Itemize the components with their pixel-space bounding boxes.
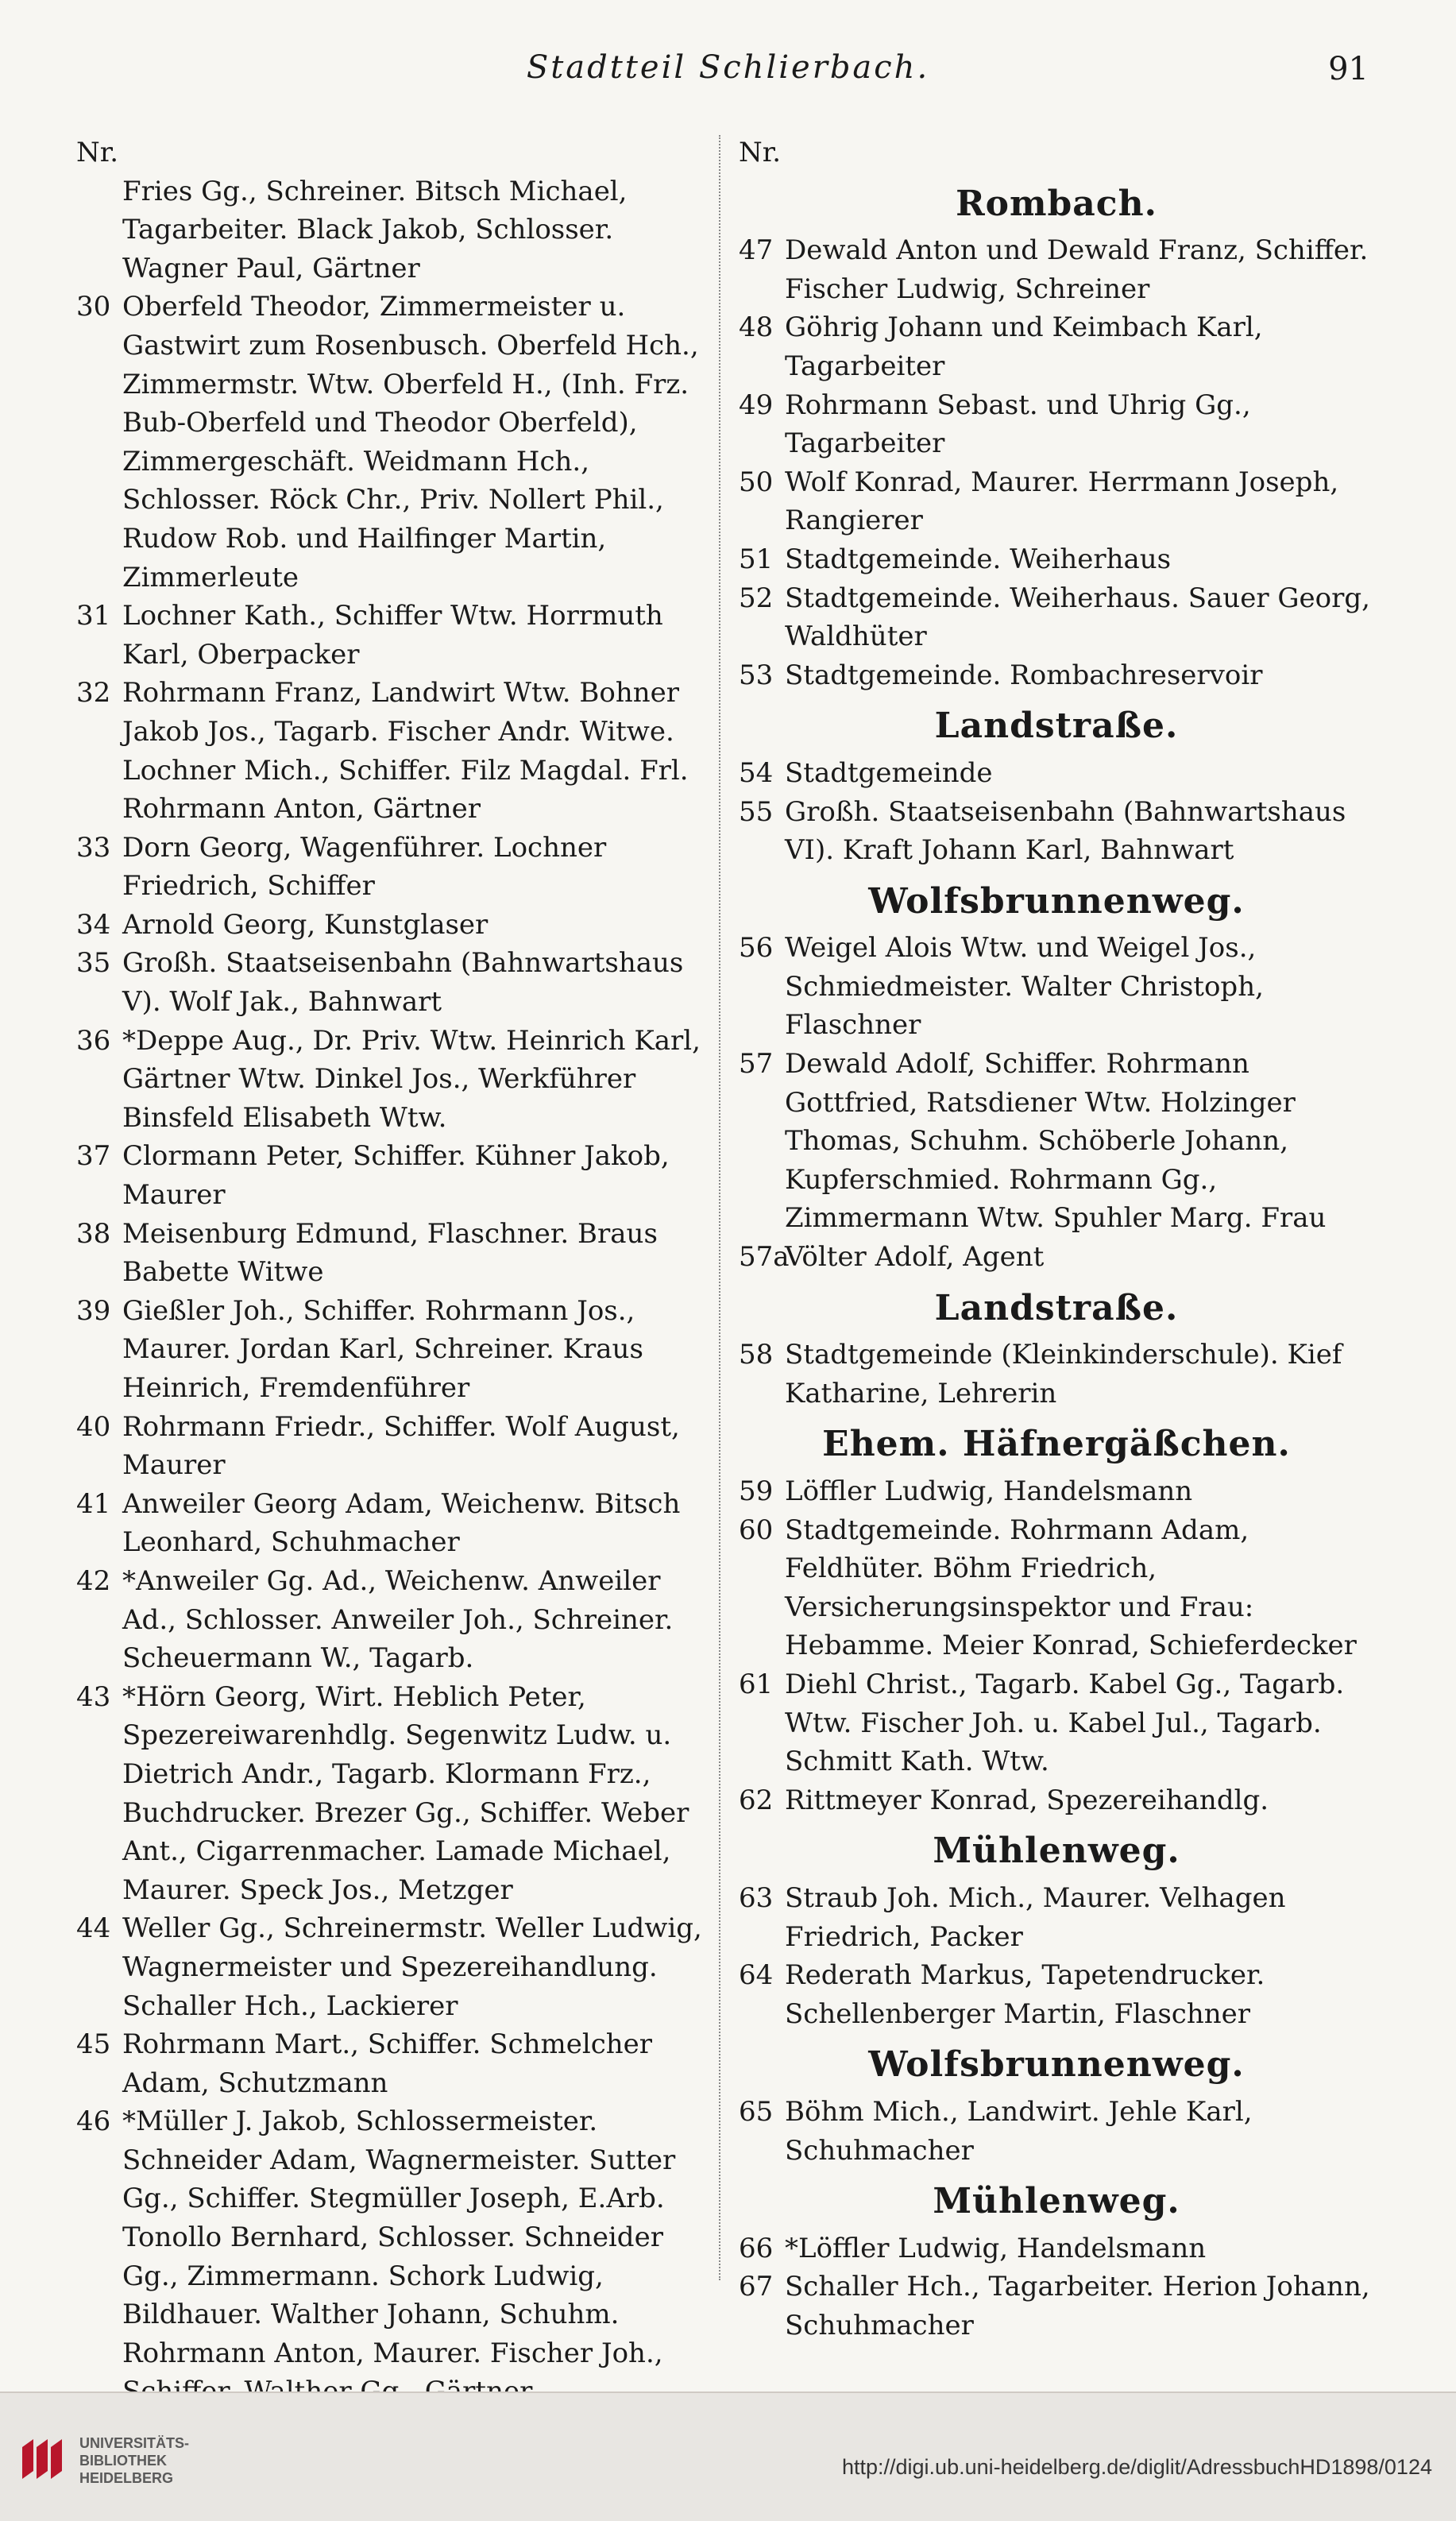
entry-text: Dewald Adolf, Schiffer. Rohrmann Gottfried, Ratsdiener Wtw. Holzinger Thomas, Schuhm. Schöberle Johann, Kupferschmied. Rohrmann Gg., Zimmermann Wtw. Spuhler Marg. Frau (785, 1048, 1327, 1235)
house-number: 61 (739, 1668, 774, 1700)
column-divider (719, 135, 722, 2280)
directory-entry (739, 656, 1374, 695)
street-heading: Landstraße. (934, 706, 1179, 747)
directory-entry (76, 1678, 712, 1910)
entry-text: Dewald Anton und Dewald Franz, Schiffer. Fischer Ludwig, Schreiner (785, 234, 1369, 305)
directory-entry (76, 172, 712, 288)
entry-text: *Anweiler Gg. Ad., Weichenw. Anweiler Ad., Schlosser. Anweiler Joh., Schreiner. Scheuermann W., Tagarb. (122, 1564, 674, 1675)
entry-text: Straub Joh. Mich., Maurer. Velhagen Friedrich, Packer (785, 1881, 1286, 1953)
house-number: 48 (739, 311, 774, 344)
house-number: 47 (739, 234, 774, 267)
library-name-line: UNIVERSITÄTS- (79, 2435, 190, 2451)
university-library-logo-icon (17, 2434, 67, 2484)
directory-entry (76, 1909, 712, 2025)
house-number: 34 (76, 908, 111, 941)
entry-text: Stadtgemeinde (785, 756, 993, 789)
entry-text: Stadtgemeinde. Rombachreservoir (785, 659, 1263, 691)
directory-entry (739, 579, 1374, 656)
directory-entry (739, 929, 1374, 1045)
directory-entry (739, 2268, 1374, 2345)
house-number: 38 (76, 1217, 111, 1250)
directory-entry (739, 1879, 1374, 1956)
house-number: 53 (739, 659, 774, 691)
entry-text: Diehl Christ., Tagarb. Kabel Gg., Tagarb. Wtw. Fischer Joh. u. Kabel Jul., Tagarb. Schmitt Kath. Wtw. (785, 1668, 1345, 1778)
entry-text: Großh. Staatseisenbahn (Bahnwartshaus V). Wolf Jak., Bahnwart (122, 947, 684, 1019)
entry-text: Oberfeld Theodor, Zimmermeister u. Gastwirt zum Rosenbusch. Oberfeld Hch., Zimmermstr. Wtw. Oberfeld H., (Inh. Frz. Bub-Oberfeld und Theodor Oberfeld), Zimmergeschäft. Weidmann Hch., Schlosser. Röck Chr., Priv. Nollert Phil., Rudow Rob. und Hailfinger Martin, Zimmerleute (122, 291, 699, 594)
directory-entry (739, 1472, 1374, 1511)
directory-entry (739, 308, 1374, 385)
street-section (739, 185, 1374, 695)
entry-text: Völter Adolf, Agent (785, 1241, 1045, 1274)
library-name-line: BIBLIOTHEK (79, 2453, 167, 2469)
house-number: 51 (739, 543, 774, 575)
directory-entry (739, 1336, 1374, 1413)
entry-text: *Hörn Georg, Wirt. Heblich Peter, Spezereiwarenhdlg. Segenwitz Ludw. u. Dietrich Andr., Tagarb. Klormann Frz., Buchdrucker. Brezer Gg., Schiffer. Weber Ant., Cigarrenmacher. Lamade Michael, Maurer. Speck Jos., Metzger (122, 1680, 689, 1906)
house-number: 43 (76, 1680, 111, 1713)
entry-text: *Löffler Ludwig, Handelsmann (785, 2232, 1207, 2264)
house-number: 37 (76, 1140, 111, 1173)
entry-text: Rohrmann Friedr., Schiffer. Wolf August, Maurer (122, 1410, 680, 1482)
directory-entry (739, 463, 1374, 540)
entry-text: Lochner Kath., Schiffer Wtw. Horrmuth Karl, Oberpacker (122, 600, 663, 671)
street-heading: Mühlenweg. (933, 1831, 1180, 1872)
entry-text: Stadtgemeinde. Weiherhaus. Sauer Georg, Waldhüter (785, 582, 1370, 653)
directory-entry (76, 1292, 712, 1408)
house-number: 35 (76, 947, 111, 980)
entry-text: Göhrig Johann und Keimbach Karl, Tagarbeiter (785, 311, 1263, 382)
nr-label: Nr. (739, 137, 782, 168)
entry-text: Rederath Markus, Tapetendrucker. Schellenberger Martin, Flaschner (785, 1959, 1265, 2030)
entry-text: Rohrmann Franz, Landwirt Wtw. Bohner Jakob Jos., Tagarb. Fischer Andr. Witwe. Lochner Mich., Schiffer. Filz Magdal. Frl. Rohrmann Anton, Gärtner (122, 677, 689, 826)
entry-text: Weigel Alois Wtw. und Weigel Jos., Schmiedmeister. Walter Christoph, Flaschner (785, 932, 1264, 1042)
directory-entry (76, 2102, 712, 2411)
house-number: 36 (76, 1024, 111, 1057)
directory-entry (739, 1238, 1374, 1277)
house-number: 56 (739, 932, 774, 965)
directory-entry (739, 1665, 1374, 1781)
directory-entry (739, 1781, 1374, 1820)
entry-text: Clormann Peter, Schiffer. Kühner Jakob, Maurer (122, 1140, 670, 1212)
directory-entry (76, 674, 712, 828)
house-number: 33 (76, 831, 111, 864)
house-number: 32 (76, 677, 111, 710)
directory-entry (76, 1215, 712, 1292)
house-number: 57 (739, 1048, 774, 1081)
entry-text: Dorn Georg, Wagenführer. Lochner Friedrich, Schiffer (122, 831, 607, 903)
library-name (79, 2434, 189, 2487)
house-number: 54 (739, 756, 774, 789)
entry-text: Arnold Georg, Kunstglaser (122, 908, 489, 941)
house-number: 42 (76, 1564, 111, 1597)
directory-entry (76, 944, 712, 1021)
entry-text: *Deppe Aug., Dr. Priv. Wtw. Heinrich Karl, Gärtner Wtw. Dinkel Jos., Werkführer Binsfeld Elisabeth Wtw. (122, 1024, 701, 1134)
page-title: Stadtteil Schlierbach. (526, 49, 930, 86)
entry-text: Gießler Joh., Schiffer. Rohrmann Jos., Maurer. Jordan Karl, Schreiner. Kraus Heinrich, Fremdenführer (122, 1294, 643, 1404)
house-number: 30 (76, 291, 111, 323)
house-number: 60 (739, 1514, 774, 1546)
entry-text: Großh. Staatseisenbahn (Bahnwartshaus VI). Kraft Johann Karl, Bahnwart (785, 795, 1346, 867)
directory-entry (739, 1956, 1374, 2033)
left-entries (76, 172, 712, 2411)
entry-text: Böhm Mich., Landwirt. Jehle Karl, Schuhmacher (785, 2095, 1253, 2167)
directory-entry (76, 1137, 712, 1214)
left-column (76, 133, 712, 2411)
street-section (739, 2183, 1374, 2345)
entry-text: Weller Gg., Schreinermstr. Weller Ludwig, Wagnermeister und Spezereihandlung. Schaller Hch., Lackierer (122, 1912, 702, 2022)
house-number: 59 (739, 1475, 774, 1507)
house-number: 39 (76, 1294, 111, 1327)
street-heading: Wolfsbrunnenweg. (868, 880, 1245, 922)
house-number: 50 (739, 466, 774, 498)
source-url-link[interactable]: http://digi.ub.uni-heidelberg.de/diglit/AdressbuchHD1898/0124 (841, 2455, 1432, 2479)
directory-entry (739, 540, 1374, 579)
directory-entry (76, 1562, 712, 1678)
house-number: 44 (76, 1912, 111, 1945)
house-number: 31 (76, 600, 111, 632)
directory-entry (739, 1511, 1374, 1665)
page-number: 91 (1328, 51, 1369, 87)
street-heading: Wolfsbrunnenweg. (868, 2044, 1245, 2086)
directory-entry (76, 2025, 712, 2102)
street-heading: Ehem. Häfnergäßchen. (822, 1424, 1291, 1465)
nr-label: Nr. (76, 137, 119, 168)
house-number: 66 (739, 2232, 774, 2264)
directory-entry (739, 2229, 1374, 2268)
directory-entry (76, 829, 712, 906)
directory-entry (76, 597, 712, 674)
entry-text: Stadtgemeinde (Kleinkinderschule). Kief Katharine, Lehrerin (785, 1339, 1342, 1409)
right-sections (739, 185, 1374, 2345)
entry-text: Rittmeyer Konrad, Spezereihandlg. (785, 1784, 1269, 1816)
house-number: 64 (739, 1959, 774, 1992)
entry-text: Wolf Konrad, Maurer. Herrmann Joseph, Rangierer (785, 466, 1339, 537)
street-heading: Rombach. (956, 183, 1157, 224)
library-name-line: HEIDELBERG (79, 2470, 174, 2486)
entry-text: *Müller J. Jakob, Schlossermeister. Schneider Adam, Wagnermeister. Sutter Gg., Schiffer. Stegmüller Joseph, E.Arb. Tonollo Bernhard, Schlosser. Schneider Gg., Zimmermann. Schork Ludwig, Bildhauer. Walther Johann, Schuhm. Rohrmann Anton, Maurer. Fischer Joh., (122, 2105, 676, 2369)
street-section (739, 1289, 1374, 1413)
entry-text: Anweiler Georg Adam, Weichenw. Bitsch Leonhard, Schuhmacher (122, 1487, 681, 1559)
house-number: 41 (76, 1487, 111, 1520)
entry-text: Rohrmann Mart., Schiffer. Schmelcher Adam, Schutzmann (122, 2028, 653, 2099)
directory-entry (76, 906, 712, 945)
house-number: 45 (76, 2028, 111, 2061)
directory-entry (76, 288, 712, 597)
directory-entry (76, 1022, 712, 1138)
house-number: 65 (739, 2095, 774, 2128)
house-number: 62 (739, 1784, 774, 1816)
house-number: 63 (739, 1881, 774, 1914)
entry-text: Schaller Hch., Tagarbeiter. Herion Johann, Schuhmacher (785, 2271, 1370, 2341)
directory-entry (739, 1045, 1374, 1238)
street-heading: Landstraße. (934, 1287, 1179, 1328)
directory-entry (739, 231, 1374, 308)
street-section (739, 1425, 1374, 1819)
street-section (739, 2046, 1374, 2170)
street-section (739, 880, 1374, 1277)
right-column (739, 133, 1374, 2345)
street-heading: Mühlenweg. (933, 2181, 1180, 2222)
house-number: 52 (739, 582, 774, 614)
footer (0, 2391, 1456, 2521)
street-section (739, 1832, 1374, 2033)
entry-text: Stadtgemeinde. Rohrmann Adam, Feldhüter. Böhm Friedrich, Versicherungsinspektor und Frau: Hebamme. Meier Konrad, Schieferdecker (785, 1514, 1357, 1662)
house-number: 67 (739, 2271, 774, 2303)
house-number: 58 (739, 1339, 774, 1371)
house-number: 40 (76, 1410, 111, 1443)
directory-entry (739, 386, 1374, 463)
directory-entry (739, 793, 1374, 870)
house-number: 49 (739, 389, 774, 421)
entry-text: Meisenburg Edmund, Flaschner. Braus Babette Witwe (122, 1217, 658, 1289)
directory-entry (739, 2093, 1374, 2170)
entry-text: Fries Gg., Schreiner. Bitsch Michael, Tagarbeiter. Black Jakob, Schlosser. Wagner Paul, Gärtner (122, 175, 628, 284)
house-number: 46 (76, 2105, 111, 2138)
directory-entry (76, 1408, 712, 1485)
house-number: 57a (739, 1241, 790, 1274)
directory-entry (76, 1485, 712, 1562)
directory-entry (739, 754, 1374, 793)
entry-text: Stadtgemeinde. Weiherhaus (785, 543, 1172, 575)
entry-text: Löffler Ludwig, Handelsmann (785, 1475, 1193, 1507)
entry-text: Rohrmann Sebast. und Uhrig Gg., Tagarbeiter (785, 389, 1251, 460)
street-section (739, 707, 1374, 869)
house-number: 55 (739, 795, 774, 828)
